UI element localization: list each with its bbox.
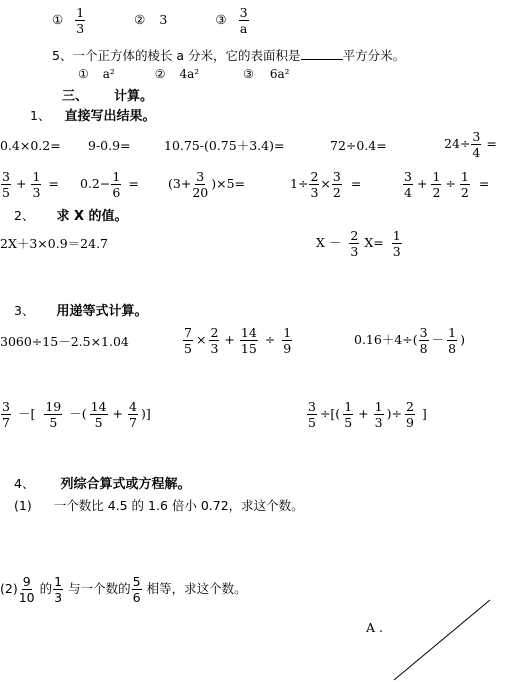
expr-1-5: 24÷ $\frac{3}{4}$ = xyxy=(444,129,497,161)
figure-point-label: A . xyxy=(366,620,383,635)
q5-options: ① a² ② 4a² ③ 6a² xyxy=(78,67,290,81)
section-3-heading: 三、 计算。 xyxy=(62,89,154,104)
answer-blank xyxy=(301,47,343,60)
diagonal-line-stroke xyxy=(394,600,490,680)
q4-option-b-mark: ② xyxy=(134,12,146,28)
calc-5: $\frac{3}{5}$ ÷[( $\frac{1}{5}$ + $\frac{1}{3}$ )÷ $\frac{2}{9}$ ] xyxy=(308,399,427,431)
part-1-heading: 1、 直接写出结果。 xyxy=(30,108,156,124)
q4-option-a-mark: ① xyxy=(52,12,64,28)
calc-3: 0.16＋4÷( $\frac{3}{8}$ － $\frac{1}{8}$ ) xyxy=(354,325,465,357)
part-4-heading: 4、 列综合算式或方程解。 xyxy=(14,476,191,492)
expr-2-2: 0.2− $\frac{1}{6}$ = xyxy=(80,169,139,201)
q4-option-a-fraction: $\frac{1}{3}$ xyxy=(76,5,85,37)
expr-2-5: $\frac{3}{4}$ + $\frac{1}{2}$ ÷ $\frac{1}{2}$ = xyxy=(404,169,490,201)
diagonal-line xyxy=(390,598,494,682)
equation-2: X － $\frac{2}{3}$ X= $\frac{1}{3}$ xyxy=(316,228,401,260)
q4-option-b-value: 3 xyxy=(159,12,168,28)
expr-2-4: 1÷ $\frac{2}{3}$ × $\frac{3}{2}$ = xyxy=(290,169,362,201)
q5-question: 5、一个正方体的棱长 a 分米，它的表面积是 平方分米。 xyxy=(52,48,406,63)
equation-1: 2X＋3×0.9＝24.7 xyxy=(0,236,108,251)
expr-1-3: 10.75-(0.75＋3.4)= xyxy=(164,138,285,153)
word-problem-2: (2) $\frac{9}{10}$ 的 $\frac{1}{3}$ 与一个数的 $\frac{5}{6}$ 相等，求这个数。 xyxy=(0,574,247,606)
expr-1-4: 72÷0.4= xyxy=(330,138,387,153)
calc-4: $\frac{3}{7}$ －[ $\frac{19}{5}$ －( $\frac{14}{5}$ + $\frac{4}{7}$ )] xyxy=(2,399,151,431)
q4-option-c-fraction: $\frac{3}{a}$ xyxy=(239,5,248,37)
part-2-heading: 2、 求 X 的值。 xyxy=(14,208,128,224)
expr-1-2: 9-0.9= xyxy=(88,138,131,153)
calc-2: $\frac{7}{5}$ × $\frac{2}{3}$ + $\frac{14}{15}$ ÷ $\frac{1}{9}$ xyxy=(184,325,292,357)
calc-1: 3060÷15－2.5×1.04 xyxy=(0,334,129,349)
expr-2-3: (3+ $\frac{3}{20}$ )×5= xyxy=(168,169,245,201)
expr-2-1: $\frac{3}{5}$ + $\frac{1}{3}$ = xyxy=(2,169,59,201)
word-problem-1: (1) 一个数比 4.5 的 1.6 倍小 0.72，求这个数。 xyxy=(14,498,304,513)
q4-options xyxy=(52,6,250,35)
part-3-heading: 3、 用递等式计算。 xyxy=(14,303,148,319)
q4-option-c-mark: ③ xyxy=(215,12,227,28)
expr-1-1: 0.4×0.2= xyxy=(0,138,61,153)
